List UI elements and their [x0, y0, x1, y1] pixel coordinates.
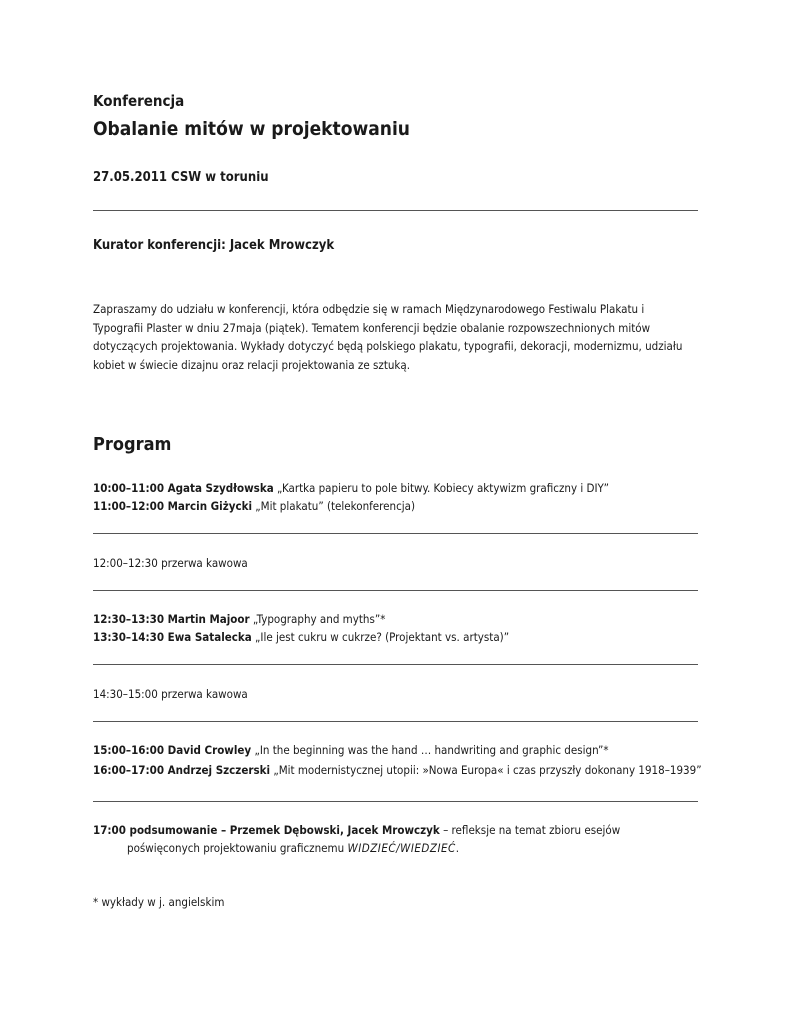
session-time-speaker: 12:30–13:30 Martin Majoor — [93, 612, 250, 626]
divider — [93, 210, 698, 211]
conference-date: 27.05.2011 CSW w toruniu — [93, 170, 269, 185]
session-line — [93, 743, 609, 757]
session-time-speaker: 11:00–12:00 Marcin Giżycki — [93, 499, 253, 513]
divider — [93, 590, 698, 591]
session-time-speaker: 10:00–11:00 Agata Szydłowska — [93, 481, 274, 495]
session-time-speaker: 15:00–16:00 David Crowley — [93, 743, 252, 757]
session-line — [93, 630, 509, 644]
footnote: * wykłady w j. angielskim — [93, 895, 225, 909]
summary-title: 17:00 podsumowanie – Przemek Dębowski, Jacek Mrowczyk — [93, 823, 440, 837]
summary-cont-text: poświęconych projektowaniu graficznemu — [127, 841, 348, 855]
session-topic: „Typography and myths”* — [249, 612, 386, 626]
divider — [93, 801, 698, 802]
session-topic: „Mit modernistycznej utopii: »Nowa Europa« i czas przyszły dokonany 1918–1939” — [270, 763, 702, 777]
session-topic: „Ile jest cukru w cukrze? (Projektant vs. artysta)” — [251, 630, 510, 644]
divider — [93, 533, 698, 534]
session-line — [93, 499, 415, 513]
session-topic: „In the beginning was the hand … handwriting and graphic design”* — [251, 743, 609, 757]
summary-topic: – refleksje na temat zbioru esejów — [439, 823, 621, 837]
divider — [93, 664, 698, 665]
conference-kicker: Konferencja — [93, 92, 185, 110]
session-topic: „Kartka papieru to pole bitwy. Kobiecy aktywizm graficzny i DIY” — [273, 481, 610, 495]
intro-paragraph: Zapraszamy do udziału w konferencji, która odbędzie się w ramach Międzynarodowego Festiwalu Plakatu i Typografii Plaster w dniu 27maja (piątek). Tematem konferencji będzie obalanie rozpowszechnionych mitów dotyczących projektowania. Wykłady dotyczyć będą polskiego plakatu, typografii, dekoracji, modernizmu, udziału kobiet w świecie dizajnu oraz relacji projektowania ze sztuką. — [93, 302, 683, 372]
book-title: WIDZIEĆ/WIEDZIEĆ — [347, 841, 456, 855]
summary-line — [93, 823, 620, 837]
session-line — [93, 481, 609, 495]
session-topic: „Mit plakatu” (telekonferencja) — [252, 499, 416, 513]
session-time-speaker: 13:30–14:30 Ewa Satalecka — [93, 630, 252, 644]
coffee-break: 12:00–12:30 przerwa kawowa — [93, 556, 248, 570]
program-heading: Program — [93, 434, 172, 455]
session-line — [93, 612, 385, 626]
session-line — [93, 763, 702, 777]
curator-line: Kurator konferencji: Jacek Mrowczyk — [93, 238, 335, 253]
session-time-speaker: 16:00–17:00 Andrzej Szczerski — [93, 763, 271, 777]
conference-title: Obalanie mitów w projektowaniu — [93, 118, 410, 140]
coffee-break: 14:30–15:00 przerwa kawowa — [93, 687, 248, 701]
summary-continuation — [127, 841, 459, 855]
summary-end: . — [455, 841, 460, 855]
divider — [93, 721, 698, 722]
